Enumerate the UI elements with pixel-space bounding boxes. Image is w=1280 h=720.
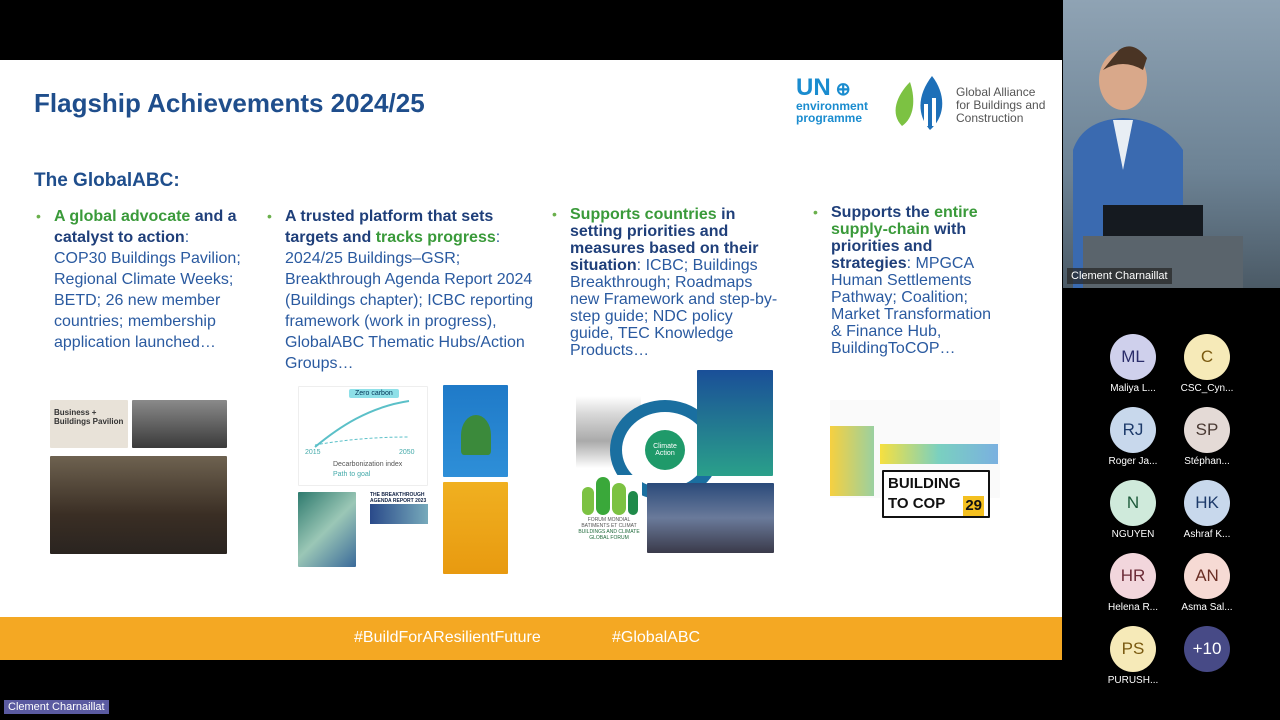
col1-heading-blue: and a catalyst to action xyxy=(54,208,237,246)
forum-group-photo xyxy=(647,483,774,553)
bullet-icon: • xyxy=(36,208,41,224)
decarbonization-chart-image xyxy=(298,386,428,486)
col3-heading-blue: in setting priorities and measures based on their situation xyxy=(570,206,759,274)
participant-name: Helena R... xyxy=(1107,602,1159,613)
decarb-index-label: Decarbonization index xyxy=(333,461,403,468)
gsr-report-cover xyxy=(443,385,508,477)
participant-name: Stéphan... xyxy=(1184,456,1230,467)
column-countries xyxy=(552,206,780,359)
forum-buildings-icon xyxy=(576,475,642,515)
gabc-line1: Global Alliance xyxy=(956,85,1036,99)
bullet-icon: • xyxy=(552,206,557,222)
laptop xyxy=(1103,205,1203,240)
report-cover-yellow xyxy=(443,482,508,574)
hashtag-globalabc: #GlobalABC xyxy=(612,629,701,646)
slide-title: Flagship Achievements 2024/25 xyxy=(34,88,425,118)
avatar: PS xyxy=(1110,626,1156,672)
china-roadmap-cover xyxy=(697,370,773,476)
hashtag-resilient-future: #BuildForAResilientFuture xyxy=(354,629,541,646)
participant-name: Ashraf K... xyxy=(1183,529,1231,540)
col1-heading-green: A global advocate xyxy=(54,208,191,225)
participant-tile[interactable] xyxy=(1172,334,1242,394)
participant-tile[interactable] xyxy=(1172,626,1242,672)
avatar: C xyxy=(1184,334,1230,380)
avatar: ML xyxy=(1110,334,1156,380)
column-supply-chain xyxy=(813,204,1006,357)
report-cover-geometric xyxy=(298,492,356,567)
participant-tile[interactable] xyxy=(1098,334,1168,394)
breakthrough-label: THE BREAKTHROUGH AGENDA REPORT 2023 xyxy=(370,492,427,504)
participant-tile[interactable] xyxy=(1098,626,1168,686)
participant-name: Asma Sal... xyxy=(1181,602,1233,613)
logo-un-line3: programme xyxy=(796,111,863,125)
participant-name: Maliya L... xyxy=(1110,383,1156,394)
avatar: SP xyxy=(1184,407,1230,453)
pavilion-photo xyxy=(50,400,128,448)
climate-action-label: Climate Action xyxy=(645,430,685,470)
chart-2050-label: 2050 xyxy=(399,449,415,456)
col4-heading-blue1: Supports the xyxy=(831,204,935,221)
avatar: HR xyxy=(1110,553,1156,599)
participant-tile[interactable] xyxy=(1098,553,1168,613)
avatar: +10 xyxy=(1184,626,1230,672)
participant-name: CSC_Cyn... xyxy=(1180,383,1234,394)
gabc-line2: for Buildings and xyxy=(956,98,1046,112)
self-view-name: Clement Charnaillat xyxy=(4,700,109,714)
participant-tile[interactable] xyxy=(1172,480,1242,540)
forum-label-2: BUILDINGS AND CLIMATE GLOBAL FORUM xyxy=(578,529,640,541)
participant-tile[interactable] xyxy=(1098,407,1168,467)
col2-heading-green: tracks progress xyxy=(375,229,496,246)
gabc-line3: Construction xyxy=(956,111,1024,125)
chart-2015-label: 2015 xyxy=(305,449,321,456)
logo-un-line2: environment xyxy=(796,99,869,113)
col4-heading-blue: with priorities and strategies xyxy=(831,221,967,272)
zero-carbon-label: Zero carbon xyxy=(349,389,399,398)
column-platform xyxy=(267,206,540,374)
building-to-cop-logo xyxy=(882,470,990,518)
col1-body: : COP30 Buildings Pavilion; Regional Climate Weeks; BETD; 26 new member countries; membership application launched… xyxy=(54,229,241,351)
col2-heading-blue: A trusted platform that sets targets and xyxy=(285,208,494,246)
participant-name: PURUSH... xyxy=(1107,675,1159,686)
bullet-icon: • xyxy=(267,208,272,224)
col3-heading-green: Supports countries xyxy=(570,206,717,223)
avatar: HK xyxy=(1184,480,1230,526)
unep-logo: UN ⊕ environment programme xyxy=(796,74,869,125)
presentation-slide xyxy=(0,60,1062,660)
path-goal-label: Path to goal xyxy=(333,471,371,478)
group-photo-1 xyxy=(132,400,227,448)
bullet-icon: • xyxy=(813,204,818,220)
globalabc-leaf-icon xyxy=(888,74,952,132)
avatar: AN xyxy=(1184,553,1230,599)
col3-body: : ICBC; Buildings Breakthrough; Roadmaps new Framework and step-by-step guide; NDC policy guide, TEC Knowledge Products… xyxy=(570,257,778,359)
pavilion-label: Business + Buildings Pavilion xyxy=(54,408,124,426)
slide-subtitle: The GlobalABC: xyxy=(34,170,180,191)
slide-footer xyxy=(0,617,1062,660)
breakthrough-report-cover xyxy=(370,492,428,548)
participant-tile[interactable] xyxy=(1172,407,1242,467)
avatar: N xyxy=(1110,480,1156,526)
participant-tile[interactable] xyxy=(1098,480,1168,540)
participant-name: NGUYEN xyxy=(1111,529,1155,540)
participant-tile[interactable] xyxy=(1172,553,1242,613)
forum-label: FORUM MONDIAL BATIMENTS ET CLIMAT xyxy=(581,517,637,529)
avatar: RJ xyxy=(1110,407,1156,453)
participant-name: Roger Ja... xyxy=(1108,456,1158,467)
cop-number-label: 29 xyxy=(965,497,982,514)
group-photo-2 xyxy=(50,456,227,554)
forum-logo xyxy=(576,475,642,551)
building-to-cop-label: BUILDING TO COP xyxy=(888,475,961,512)
speaker-video[interactable] xyxy=(1063,0,1280,288)
col4-heading-green: entire supply-chain xyxy=(831,204,978,238)
speaker-name-label: Clement Charnaillat xyxy=(1067,268,1172,284)
globalabc-logo xyxy=(888,74,1048,134)
logo-un-text: UN xyxy=(796,74,831,101)
col4-body: : MPGCA Human Settlements Pathway; Coalition; Market Transformation & Finance Hub, BuildingToCOP… xyxy=(831,255,992,357)
column-advocate xyxy=(36,206,244,353)
col2-body: : 2024/25 Buildings–GSR; Breakthrough Agenda Report 2024 (Buildings chapter); ICBC reporting framework (work in progress), GlobalABC Thematic Hubs/Action Groups… xyxy=(285,229,534,372)
